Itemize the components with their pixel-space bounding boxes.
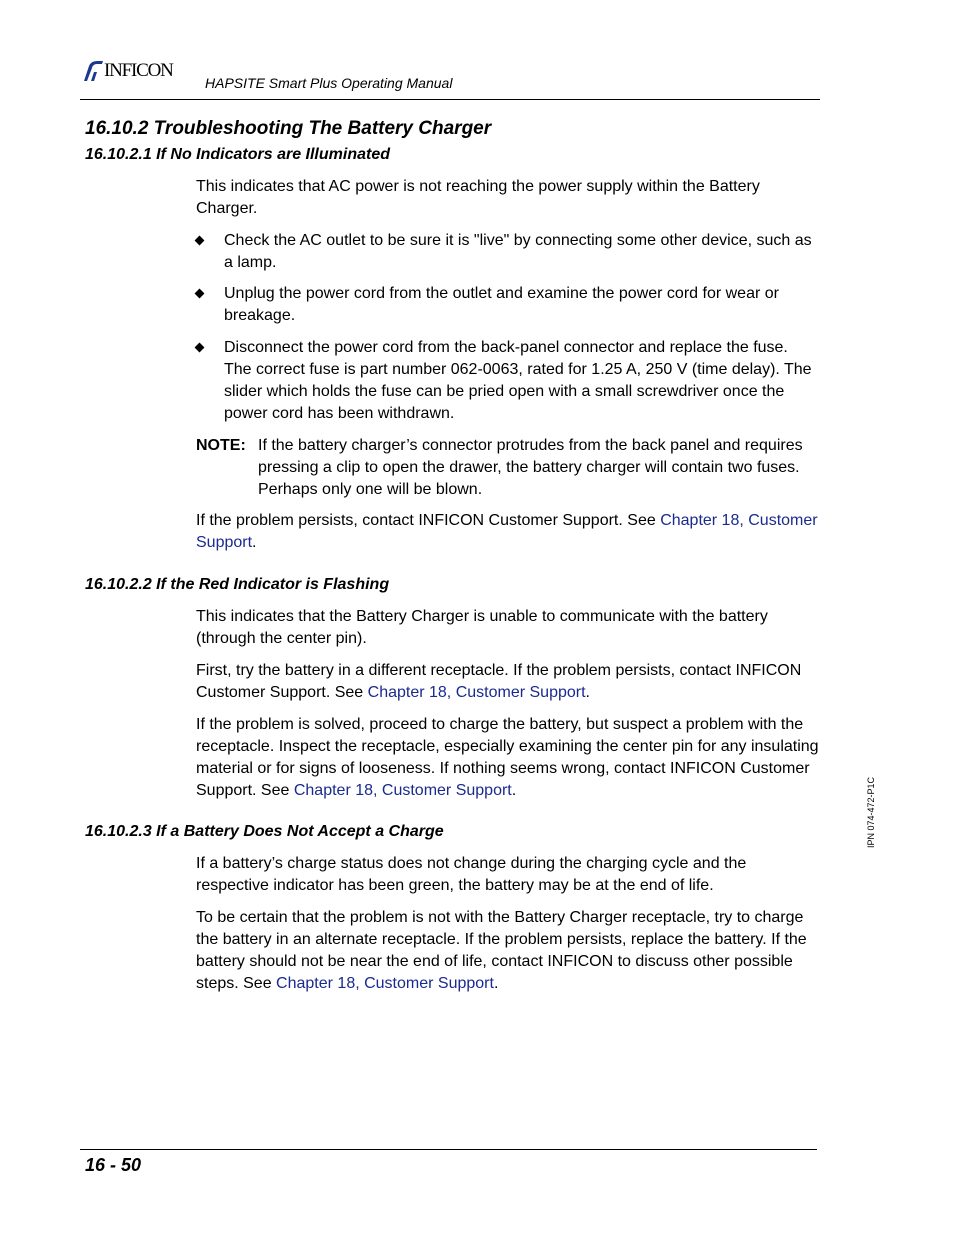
chapter-18-link[interactable]: Chapter 18, Customer Support — [293, 782, 512, 799]
chapter-18-link[interactable]: Chapter 18, Customer Support — [367, 684, 586, 701]
bullet-diamond-icon — [195, 236, 205, 246]
sub1-persist-paragraph: If the problem persists, contact INFICON Customer Support. See Chapter 18, Customer Support. — [196, 512, 818, 551]
subsection-title-1: 16.10.2.1 If No Indicators are Illuminated — [85, 146, 390, 163]
document-part-number: IPN 074-472-P1C — [866, 776, 876, 848]
inficon-logo-icon — [82, 60, 104, 82]
sub2-p1: This indicates that the Battery Charger is unable to communicate with the battery (through the center pin). — [196, 608, 768, 647]
sub3-p1: If a battery’s charge status does not change during the charging cycle and the respective indicator has been green, the battery may be at the end of life. — [196, 855, 747, 894]
subsection-title-2: 16.10.2.2 If the Red Indicator is Flashing — [85, 576, 390, 593]
sub1-intro: This indicates that AC power is not reaching the power supply within the Battery Charger. — [196, 178, 760, 217]
subsection-title-3: 16.10.2.3 If a Battery Does Not Accept a Charge — [85, 823, 444, 840]
note-label: NOTE: — [196, 437, 246, 454]
bullet-diamond-icon — [195, 343, 205, 353]
logo-text: INFICON — [104, 60, 173, 81]
page-number: 16 - 50 — [85, 1155, 142, 1175]
chapter-18-link[interactable]: Chapter 18, Customer Support — [276, 975, 494, 992]
sub2-p2: First, try the battery in a different receptacle. If the problem persists, contact INFICON Customer Support. See Chapter 18, Customer Support. — [196, 662, 802, 701]
footer-divider — [80, 1149, 817, 1150]
bullet-diamond-icon — [195, 289, 205, 299]
section-title: 16.10.2 Troubleshooting The Battery Charger — [85, 118, 492, 139]
chapter-18-link[interactable]: Chapter 18, Customer Support — [196, 512, 818, 551]
inficon-logo — [82, 60, 194, 82]
sub3-p2: To be certain that the problem is not with the Battery Charger receptacle, try to charge the battery in an alternate receptacle. If the problem persists, replace the battery. If the battery should not be near the end of life, contact INFICON to discuss other possible steps. See Chapter 18, Customer Support. — [196, 909, 807, 992]
manual-title: HAPSITE Smart Plus Operating Manual — [205, 75, 453, 91]
note-text: If the battery charger’s connector protrudes from the back panel and requires pressing a clip to open the drawer, the battery charger will contain two fuses. Perhaps only one will be blown. — [258, 437, 803, 498]
sub2-p3: If the problem is solved, proceed to charge the battery, but suspect a problem with the receptacle. Inspect the receptacle, especially examining the center pin for any insulating material or for signs of looseness. If nothing seems wrong, contact INFICON Customer Support. See Chapter 18, Customer Support. — [196, 716, 819, 799]
header-divider — [80, 99, 820, 100]
